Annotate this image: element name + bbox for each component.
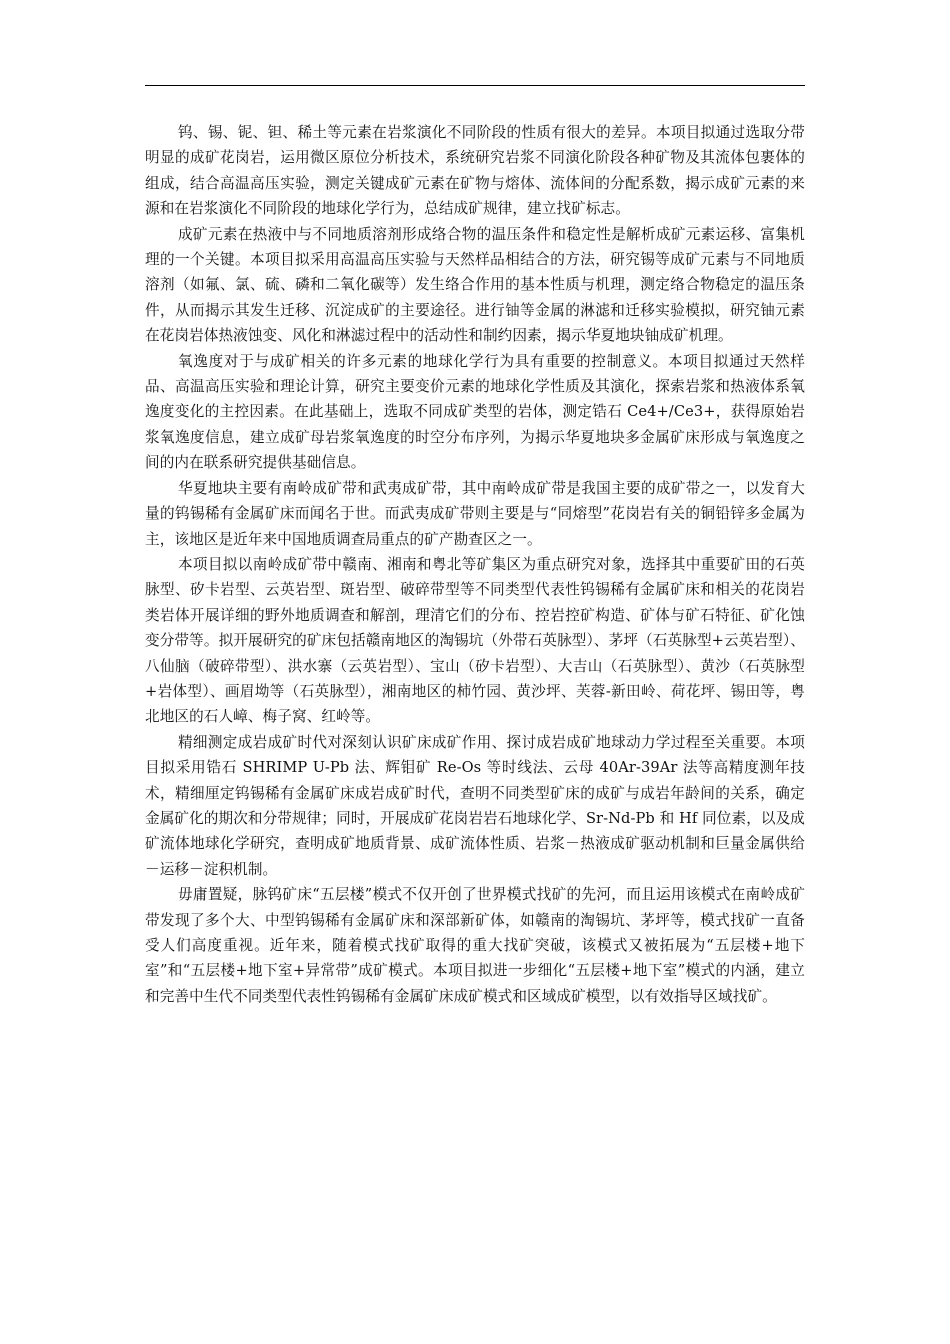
body-text [145,120,805,1009]
paragraph-7: 毋庸置疑，脉钨矿床“五层楼”模式不仅开创了世界模式找矿的先河，而且运用该模式在南岭成矿带发现了多个大、中型钨锡稀有金属矿床和深部新矿体，如赣南的淘锡坑、茅坪等，模式找矿一直备受人们高度重视。近年来，随着模式找矿取得的重大找矿突破，该模式又被拓展为“五层楼+地下室”和“五层楼+地下室+异常带”成矿模式。本项目拟进一步细化“五层楼+地下室”模式的内涵，建立和完善中生代不同类型代表性钨锡稀有金属矿床成矿模式和区域成矿模型，以有效指导区域找矿。 [145,886,805,1005]
header-rule [145,85,805,86]
paragraph-3: 氧逸度对于与成矿相关的许多元素的地球化学行为具有重要的控制意义。本项目拟通过天然样品、高温高压实验和理论计算，研究主要变价元素的地球化学性质及其演化，探索岩浆和热液体系氧逸度变化的主控因素。在此基础上，选取不同成矿类型的岩体，测定锆石 Ce4+/Ce3+，获得原始岩浆氧逸度信息，建立成矿母岩浆氧逸度的时空分布序列，为揭示华夏地块多金属矿床形成与氧逸度之间的内在联系研究提供基础信息。 [145,352,805,472]
paragraph-2: 成矿元素在热液中与不同地质溶剂形成络合物的温压条件和稳定性是解析成矿元素运移、富集机理的一个关键。本项目拟采用高温高压实验与天然样品相结合的方法，研究锡等成矿元素与不同地质溶剂（如氟、氯、硫、磷和二氧化碳等）发生络合作用的基本性质与机理，测定络合物稳定的温压条件，从而揭示其发生迁移、沉淀成矿的主要途径。进行铀等金属的淋滤和迁移实验模拟，研究铀元素在花岗岩体热液蚀变、风化和淋滤过程中的活动性和制约因素，揭示华夏地块铀成矿机理。 [145,225,805,345]
paragraph-5: 本项目拟以南岭成矿带中赣南、湘南和粤北等矿集区为重点研究对象，选择其中重要矿田的石英脉型、矽卡岩型、云英岩型、斑岩型、破碎带型等不同类型代表性钨锡稀有金属矿床和相关的花岗岩类岩体开展详细的野外地质调查和解剖，理清它们的分布、控岩控矿构造、矿体与矿石特征、矿化蚀变分带等。拟开展研究的矿床包括赣南地区的淘锡坑（外带石英脉型）、茅坪（石英脉型+云英岩型）、八仙脑（破碎带型）、洪水寨（云英岩型）、宝山（矽卡岩型）、大吉山（石英脉型）、黄沙（石英脉型+岩体型）、画眉坳等（石英脉型），湘南地区的柿竹园、黄沙坪、芙蓉-新田岭、荷花坪、锡田等，粤北地区的石人嶂、梅子窝、红岭等。 [145,555,805,726]
paragraph-6: 精细测定成岩成矿时代对深刻认识矿床成矿作用、探讨成岩成矿地球动力学过程至关重要。本项目拟采用锆石 SHRIMP U-Pb 法、辉钼矿 Re-Os 等时线法、云母 40Ar-39Ar 法等高精度测年技术，精细厘定钨锡稀有金属矿床成岩成矿时代，查明不同类型矿床的成矿与成岩年龄间的关系，确定金属矿化的期次和分带规律；同时，开展成矿花岗岩岩石地球化学、Sr-Nd-Pb 和 Hf 同位素，以及成矿流体地球化学研究，查明成矿地质背景、成矿流体性质、岩浆－热液成矿驱动机制和巨量金属供给－运移－淀积机制。 [145,733,805,878]
paragraph-1: 钨、锡、铌、钽、稀土等元素在岩浆演化不同阶段的性质有很大的差异。本项目拟通过选取分带明显的成矿花岗岩，运用微区原位分析技术，系统研究岩浆不同演化阶段各种矿物及其流体包裹体的组成，结合高温高压实验，测定关键成矿元素在矿物与熔体、流体间的分配系数，揭示成矿元素的来源和在岩浆演化不同阶段的地球化学行为，总结成矿规律，建立找矿标志。 [145,124,805,218]
paragraph-4: 华夏地块主要有南岭成矿带和武夷成矿带，其中南岭成矿带是我国主要的成矿带之一，以发育大量的钨锡稀有金属矿床而闻名于世。而武夷成矿带则主要是与“同熔型”花岗岩有关的铜铅锌多金属为主，该地区是近年来中国地质调查局重点的矿产勘查区之一。 [145,479,805,548]
